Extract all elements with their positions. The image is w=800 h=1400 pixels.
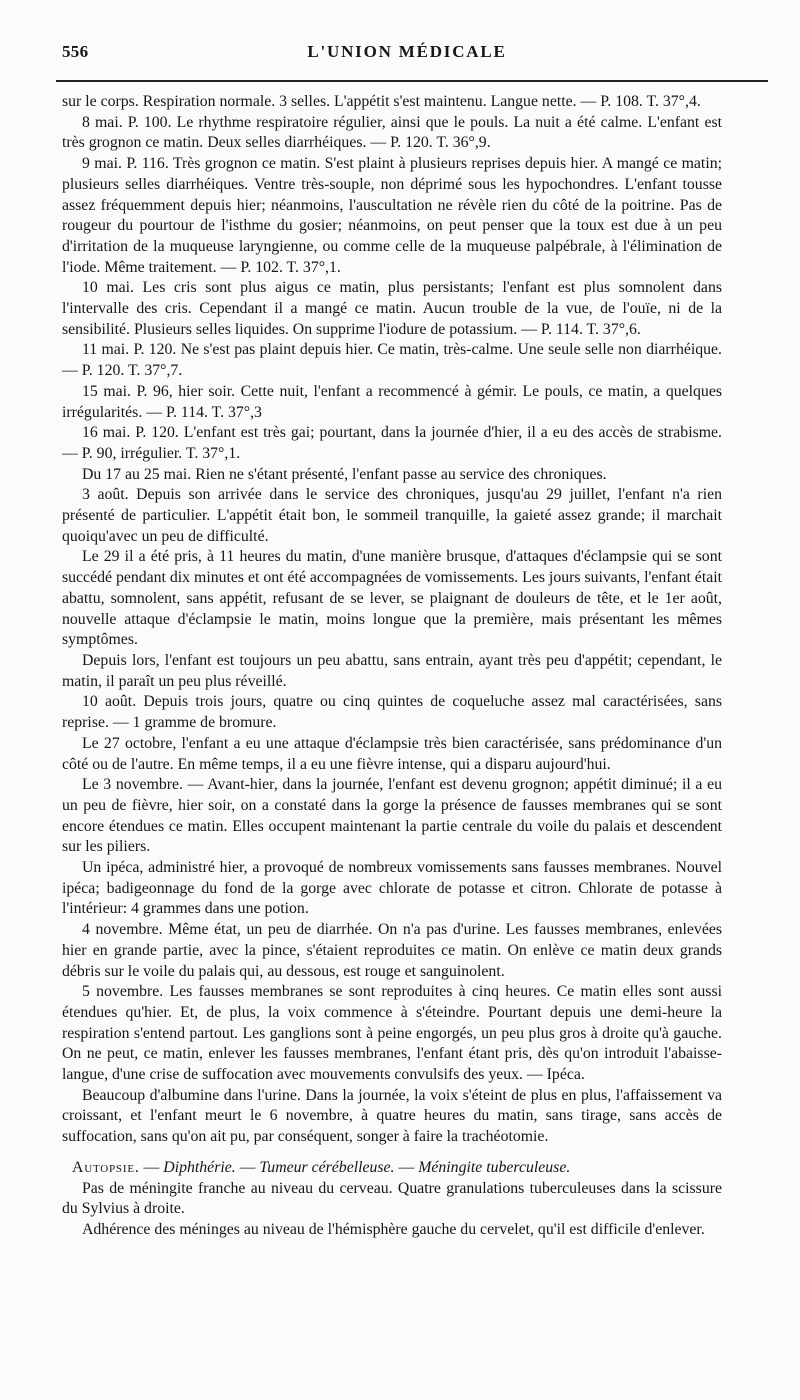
autopsy-separator: — [394,1158,419,1176]
paragraph: 4 novembre. Même état, un peu de diarrhée. On n'a pas d'urine. Les fausses membranes, enlevées hier en grande partie, avec la pince, s'étaient reproduites ce matin. On enlève ce matin deux grands débris sur le voile du palais qui, au dessous, est rouge et sanguinolent. [62,921,722,980]
autopsy-diagnosis: Diphthérie. [163,1158,236,1176]
paragraph: 3 août. Depuis son arrivée dans le service des chroniques, jusqu'au 29 juillet, l'enfant n'a rien présenté de particulier. L'appétit était bon, le sommeil tranquille, la gaieté assez grande; il marchait quoiqu'avec un peu de difficulté. [62,486,722,545]
autopsy-diagnosis: Tumeur cérébelleuse. [259,1158,395,1176]
paragraph: Adhérence des méninges au niveau de l'hémisphère gauche du cervelet, qu'il est difficile d'enlever. [82,1220,705,1238]
paragraph: 11 mai. P. 120. Ne s'est pas plaint depuis hier. Ce matin, très-calme. Une seule selle non diarrhéique. — P. 120. T. 37°,7. [62,341,722,380]
paragraph: 16 mai. P. 120. L'enfant est très gai; pourtant, dans la journée d'hier, il a eu des accès de strabisme. — P. 90, irrégulier. T. 37°,1. [62,424,722,462]
autopsy-separator: — [235,1158,260,1176]
paragraph: Un ipéca, administré hier, a provoqué de nombreux vomissements sans fausses membranes. Nouvel ipéca; badigeonnage du fond de la gorge avec chlorate de potasse et citron. Chlorate de potasse à l'intérieur: 4 grammes dans une potion. [62,859,722,918]
header-rule [56,80,768,82]
page-number: 556 [62,42,89,61]
article-body [62,92,722,1241]
paragraph: 15 mai. P. 96, hier soir. Cette nuit, l'enfant a recommencé à gémir. Le pouls, ce matin, a quelques irrégularités. — P. 114. T. 37°,3 [62,382,722,421]
paragraph: Le 29 il a été pris, à 11 heures du matin, d'une manière brusque, d'attaques d'éclampsie qui se sont succédé pendant dix minutes et ont été accompagnées de vomissements. Les jours suivants, l'enfant était abattu, somnolent, sans appétit, refusant de se lever, se plaignant de douleurs de tête, et le 1er août, nouvelle attaque d'éclampsie le matin, moins longue que la première, mais présentant les mêmes symptômes. [62,548,722,649]
paragraph: sur le corps. Respiration normale. 3 selles. L'appétit s'est maintenu. Langue nette. — P. 108. T. 37°,4. [62,93,701,110]
paragraph: Pas de méningite franche au niveau du cerveau. Quatre granulations tuberculeuses dans la scissure du Sylvius à droite. [62,1179,722,1218]
paragraph: 9 mai. P. 116. Très grognon ce matin. S'est plaint à plusieurs reprises depuis hier. A mangé ce matin; plusieurs selles diarrhéiques. Ventre très-souple, non déprimé sous les hypochondres. L'enfant tousse assez fréquemment depuis hier; néanmoins, l'auscultation ne révèle rien du côté de la poitrine. Pas de rougeur du pourtour de l'isthme du gosier; néanmoins, on peut penser que la toux est due à un peu d'irritation de la muqueuse laryngienne, ou comme celle de la muqueuse palpébrale, à l'élimination de l'iode. Même traitement. — P. 102. T. 37°,1. [62,155,722,276]
autopsy-label: Autopsie. [72,1158,140,1176]
autopsy-separator: — [139,1158,164,1176]
running-title: L'UNION MÉDICALE [307,42,507,61]
page-header [62,42,752,62]
autopsy-heading [62,1158,722,1179]
paragraph: Le 3 novembre. — Avant-hier, dans la journée, l'enfant est devenu grognon; appétit diminué; il a eu un peu de fièvre, hier soir, on a constaté dans la gorge la présence de fausses membranes qui se sont encore étendues ce matin. Elles occupent maintenant la partie centrale du voile du palais et descendent sur les piliers. [62,776,722,856]
paragraph: 8 mai. P. 100. Le rhythme respiratoire régulier, ainsi que le pouls. La nuit a été calme. L'enfant est très grognon ce matin. Deux selles diarrhéiques. — P. 120. T. 36°,9. [62,113,722,152]
paragraph: 10 mai. Les cris sont plus aigus ce matin, plus persistants; l'enfant est plus somnolent dans l'intervalle des cris. Cependant il a mangé ce matin. Aucun trouble de la vue, de l'ouïe, ni de la sensibilité. Plusieurs selles liquides. On supprime l'iodure de potassium. — P. 114. T. 37°,6. [62,279,722,338]
autopsy-diagnosis: Méningite tuberculeuse. [418,1158,571,1176]
paragraph: 10 août. Depuis trois jours, quatre ou cinq quintes de coqueluche assez mal caractérisées, sans reprise. — 1 gramme de bromure. [62,693,722,732]
paragraph: Du 17 au 25 mai. Rien ne s'étant présenté, l'enfant passe au service des chroniques. [82,465,607,483]
paragraph: Beaucoup d'albumine dans l'urine. Dans la journée, la voix s'éteint de plus en plus, l'affaissement va croissant, et l'enfant meurt le 6 novembre, à quatre heures du matin, sans tirage, sans accès de suffocation, sans qu'on ait pu, par conséquent, songer à faire la trachéotomie. [62,1086,722,1146]
paragraph: Le 27 octobre, l'enfant a eu une attaque d'éclampsie très bien caractérisée, sans prédominance d'un côté ou de l'autre. En même temps, il a eu une fièvre intense, qui a disparu aujourd'hui. [62,734,722,773]
paragraph: Depuis lors, l'enfant est toujours un peu abattu, sans entrain, ayant très peu d'appétit; cependant, le matin, il paraît un peu plus réveillé. [62,651,722,690]
paragraph: 5 novembre. Les fausses membranes se sont reproduites à cinq heures. Ce matin elles sont aussi étendues qu'hier. Et, de plus, la voix commence à s'éteindre. Pourtant depuis une demi-heure la respiration s'entend partout. Les ganglions sont à peine engorgés, un peu plus gros à droite qu'à gauche. On ne peut, ce matin, enlever les fausses membranes, l'enfant étant pris, dès qu'on introduit l'abaisse-langue, d'une crise de suffocation avec mouvements convulsifs des yeux. — Ipéca. [62,983,722,1084]
